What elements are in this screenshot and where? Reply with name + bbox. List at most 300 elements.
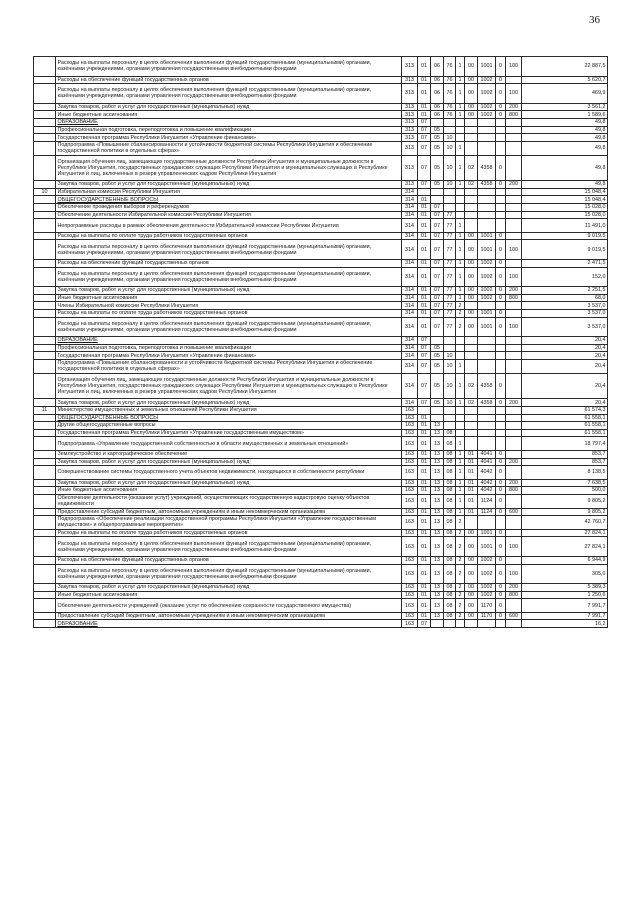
event-code-cell [465, 141, 478, 155]
code-suffix-cell: 0 [496, 294, 506, 302]
ministry-code-cell: 313 [402, 57, 418, 77]
expense-name-cell: Землеустройство и картографическое обеспечение [56, 450, 402, 458]
expense-name-cell: Подпрограмма «Повышение сбалансированности и устойчивости бюджетной системы Республики Ингушетия и обеспечение государственной политики в отдельных сферах» [56, 141, 402, 155]
expense-name-cell: Закупка товаров, работ и услуг для государственных (муниципальных) нужд [56, 399, 402, 407]
code-suffix-cell [496, 437, 506, 450]
subsection-code-cell: 05 [431, 126, 444, 134]
ministry-code-cell: 314 [402, 294, 418, 302]
ministry-code-cell: 314 [402, 317, 418, 337]
row-number-cell [34, 84, 56, 104]
program-code-cell: 77 [444, 219, 456, 232]
expense-type-cell: 200 [506, 399, 522, 407]
code-suffix-cell: 0 [496, 84, 506, 104]
section-code-cell: 01 [418, 219, 431, 232]
expense-type-cell: 100 [506, 317, 522, 337]
program-code-cell: 08 [444, 487, 456, 495]
subprogram-code-cell [456, 620, 465, 628]
subsection-code-cell: 13 [431, 537, 444, 557]
direction-code-cell: 1002 [478, 111, 496, 119]
expense-name-cell: Расходы на выплаты персоналу в целях обеспечения выполнения функций государственными (муниципальными) органами, казёнными учреждениями, органами управления государственными внебюджетными фондами [56, 240, 402, 260]
event-code-cell: 01 [465, 479, 478, 487]
code-suffix-cell [496, 219, 506, 232]
expense-type-cell: 100 [506, 267, 522, 287]
subprogram-code-cell [456, 352, 465, 360]
expense-name-cell: ОБРАЗОВАНИЕ [56, 337, 402, 345]
row-number-cell [34, 317, 56, 337]
section-code-cell: 01 [418, 111, 431, 119]
direction-code-cell [478, 219, 496, 232]
table-row [34, 529, 608, 537]
table-row [34, 126, 608, 134]
subprogram-code-cell: 1 [456, 240, 465, 260]
expense-type-cell [506, 259, 522, 267]
ministry-code-cell: 314 [402, 219, 418, 232]
ministry-code-cell: 163 [402, 494, 418, 508]
expense-type-cell [506, 556, 522, 564]
row-number-cell [34, 155, 56, 181]
subsection-code-cell: 13 [431, 458, 444, 466]
ministry-code-cell: 163 [402, 599, 418, 612]
amount-cell: 61 574,3 [522, 406, 608, 414]
subsection-code-cell: 07 [431, 259, 444, 267]
expense-type-cell: 100 [506, 564, 522, 584]
row-number-cell [34, 118, 56, 126]
subsection-code-cell: 07 [431, 204, 444, 212]
ministry-code-cell: 314 [402, 359, 418, 373]
amount-cell: 152,0 [522, 267, 608, 287]
program-code-cell [444, 118, 456, 126]
expense-name-cell: Расходы на обеспечение функций государственных органов [56, 259, 402, 267]
table-row [34, 429, 608, 437]
expense-name-cell: Члены Избирательной комиссии Республики Ингушетия [56, 302, 402, 310]
direction-code-cell: 1002 [478, 556, 496, 564]
amount-cell: 22 887,5 [522, 57, 608, 77]
subprogram-code-cell: 2 [456, 591, 465, 599]
event-code-cell: 02 [465, 399, 478, 407]
program-code-cell: 10 [444, 141, 456, 155]
amount-cell: 15 048,4 [522, 196, 608, 204]
event-code-cell: 00 [465, 309, 478, 317]
event-code-cell [465, 429, 478, 437]
ministry-code-cell: 314 [402, 337, 418, 345]
expense-type-cell: 100 [506, 57, 522, 77]
expense-name-cell: Иные бюджетные ассигнования [56, 591, 402, 599]
subsection-code-cell: 13 [431, 422, 444, 430]
subprogram-code-cell: 1 [456, 84, 465, 104]
code-suffix-cell [496, 516, 506, 530]
expense-name-cell: Профессиональная подготовка, переподготовка и повышение квалификации [56, 126, 402, 134]
program-code-cell: 08 [444, 466, 456, 479]
ministry-code-cell: 313 [402, 126, 418, 134]
expense-name-cell: Обеспечение деятельности Избирательной комиссии Республики Ингушетия [56, 211, 402, 219]
subsection-code-cell: 07 [431, 302, 444, 310]
subprogram-code-cell: 1 [456, 141, 465, 155]
amount-cell: 3 537,0 [522, 302, 608, 310]
program-code-cell: 10 [444, 352, 456, 360]
expense-name-cell: Расходы на выплаты персоналу в целях обеспечения выполнения функций государственными (муниципальными) органами, казёнными учреждениями, органами управления государственными внебюджетными фондами [56, 564, 402, 584]
program-code-cell: 10 [444, 399, 456, 407]
subprogram-code-cell: 1 [456, 479, 465, 487]
event-code-cell: 00 [465, 57, 478, 77]
program-code-cell: 77 [444, 211, 456, 219]
section-code-cell: 01 [418, 267, 431, 287]
subprogram-code-cell: 2 [456, 529, 465, 537]
subprogram-code-cell: 1 [456, 287, 465, 295]
section-code-cell: 07 [418, 399, 431, 407]
expense-name-cell: Закупка товаров, работ и услуг для государственных (муниципальных) нужд [56, 181, 402, 189]
event-code-cell: 00 [465, 317, 478, 337]
subprogram-code-cell: 2 [456, 612, 465, 620]
subsection-code-cell: 05 [431, 399, 444, 407]
amount-cell: 2 471,5 [522, 259, 608, 267]
ministry-code-cell: 314 [402, 399, 418, 407]
expense-name-cell: Расходы на выплаты персоналу в целях обеспечения выполнения функций государственными (муниципальными) органами, казёнными учреждениями, органами управления государственными внебюджетными фондами [56, 57, 402, 77]
event-code-cell: 00 [465, 111, 478, 119]
direction-code-cell: 1001 [478, 309, 496, 317]
ministry-code-cell: 163 [402, 508, 418, 516]
subsection-code-cell: 06 [431, 76, 444, 84]
program-code-cell: 77 [444, 259, 456, 267]
row-number-cell [34, 591, 56, 599]
code-suffix-cell: 0 [496, 399, 506, 407]
expense-type-cell [506, 302, 522, 310]
table-row [34, 422, 608, 430]
amount-cell: 305,0 [522, 564, 608, 584]
code-suffix-cell: 0 [496, 57, 506, 77]
expense-name-cell: Расходы на обеспечение функций государственных органов [56, 556, 402, 564]
section-code-cell: 07 [418, 359, 431, 373]
expense-type-cell [506, 309, 522, 317]
code-suffix-cell: 0 [496, 584, 506, 592]
subsection-code-cell: 13 [431, 466, 444, 479]
amount-cell: 11 491,0 [522, 219, 608, 232]
subsection-code-cell [431, 337, 444, 345]
program-code-cell: 77 [444, 317, 456, 337]
subsection-code-cell: 05 [431, 141, 444, 155]
budget-table [33, 56, 608, 628]
subprogram-code-cell: 2 [456, 564, 465, 584]
expense-type-cell: 200 [506, 287, 522, 295]
expense-type-cell [506, 204, 522, 212]
program-code-cell: 77 [444, 267, 456, 287]
program-code-cell [444, 337, 456, 345]
subprogram-code-cell: 1 [456, 181, 465, 189]
ministry-code-cell: 313 [402, 155, 418, 181]
subprogram-code-cell [456, 204, 465, 212]
row-number-cell [34, 181, 56, 189]
amount-cell: 2 251,5 [522, 287, 608, 295]
code-suffix-cell [496, 302, 506, 310]
amount-cell: 1 589,6 [522, 111, 608, 119]
ministry-code-cell: 314 [402, 196, 418, 204]
ministry-code-cell: 314 [402, 309, 418, 317]
expense-type-cell [506, 337, 522, 345]
table-row [34, 155, 608, 181]
expense-name-cell: Профессиональная подготовка, переподготовка и повышение квалификации [56, 344, 402, 352]
event-code-cell: 00 [465, 537, 478, 557]
table-row [34, 76, 608, 84]
section-code-cell: 07 [418, 344, 431, 352]
expense-type-cell: 100 [506, 537, 522, 557]
amount-cell: 1 250,6 [522, 591, 608, 599]
program-code-cell: 08 [444, 564, 456, 584]
program-code-cell: 77 [444, 287, 456, 295]
event-code-cell: 01 [465, 508, 478, 516]
event-code-cell [465, 359, 478, 373]
expense-type-cell [506, 529, 522, 537]
expense-type-cell [506, 620, 522, 628]
subsection-code-cell: 07 [431, 232, 444, 240]
subprogram-code-cell: 1 [456, 219, 465, 232]
amount-cell: 49,8 [522, 155, 608, 181]
table-row [34, 564, 608, 584]
expense-type-cell [506, 141, 522, 155]
code-suffix-cell [496, 141, 506, 155]
amount-cell: 9 805,2 [522, 508, 608, 516]
table-row [34, 599, 608, 612]
ministry-code-cell: 163 [402, 479, 418, 487]
table-row [34, 479, 608, 487]
ministry-code-cell: 314 [402, 204, 418, 212]
row-number-cell [34, 479, 56, 487]
amount-cell: 9 019,5 [522, 240, 608, 260]
expense-type-cell [506, 422, 522, 430]
ministry-code-cell: 313 [402, 141, 418, 155]
direction-code-cell: 4042 [478, 479, 496, 487]
subsection-code-cell [431, 196, 444, 204]
subsection-code-cell: 13 [431, 429, 444, 437]
event-code-cell [465, 211, 478, 219]
event-code-cell [465, 302, 478, 310]
code-suffix-cell [496, 134, 506, 142]
expense-name-cell: Закупка товаров, работ и услуг для государственных (муниципальных) нужд [56, 458, 402, 466]
table-row [34, 111, 608, 119]
amount-cell: 7 991,7 [522, 612, 608, 620]
direction-code-cell: 4358 [478, 181, 496, 189]
program-code-cell [444, 204, 456, 212]
ministry-code-cell: 163 [402, 529, 418, 537]
event-code-cell: 01 [465, 458, 478, 466]
direction-code-cell [478, 422, 496, 430]
program-code-cell [444, 422, 456, 430]
expense-name-cell: ОБРАЗОВАНИЕ [56, 620, 402, 628]
ministry-code-cell: 313 [402, 181, 418, 189]
code-suffix-cell [496, 118, 506, 126]
amount-cell: 469,9 [522, 84, 608, 104]
table-row [34, 84, 608, 104]
subprogram-code-cell: 1 [456, 57, 465, 77]
row-number-cell [34, 516, 56, 530]
expense-type-cell [506, 196, 522, 204]
code-suffix-cell: 0 [496, 612, 506, 620]
subprogram-code-cell: 1 [456, 399, 465, 407]
code-suffix-cell: 0 [496, 564, 506, 584]
program-code-cell: 08 [444, 516, 456, 530]
section-code-cell: 01 [418, 479, 431, 487]
expense-type-cell [506, 352, 522, 360]
expense-name-cell: Расходы на выплаты персоналу в целях обеспечения выполнения функций государственными (муниципальными) органами, казёнными учреждениями, органами управления государственными внебюджетными фондами [56, 537, 402, 557]
amount-cell: 8 138,5 [522, 466, 608, 479]
expense-name-cell: Подпрограмма «Обеспечение реализации государственной программы Республики Ингушетия «Управление государственным имуществом» и общепрограммные мероприятия» [56, 516, 402, 530]
expense-type-cell: 200 [506, 479, 522, 487]
section-code-cell: 07 [418, 134, 431, 142]
expense-type-cell [506, 373, 522, 399]
ministry-code-cell: 313 [402, 103, 418, 111]
program-code-cell: 08 [444, 529, 456, 537]
expense-type-cell: 200 [506, 103, 522, 111]
page-number: 36 [589, 14, 600, 26]
amount-cell: 61 558,1 [522, 422, 608, 430]
row-number-cell [34, 309, 56, 317]
subsection-code-cell: 13 [431, 564, 444, 584]
amount-cell: 49,8 [522, 118, 608, 126]
code-suffix-cell: 0 [496, 529, 506, 537]
direction-code-cell: 1002 [478, 259, 496, 267]
row-number-cell [34, 422, 56, 430]
direction-code-cell [478, 118, 496, 126]
program-code-cell: 08 [444, 494, 456, 508]
code-suffix-cell: 0 [496, 317, 506, 337]
row-number-cell [34, 240, 56, 260]
expense-name-cell: ОБРАЗОВАНИЕ [56, 118, 402, 126]
section-code-cell: 01 [418, 508, 431, 516]
expense-name-cell: Подпрограмма «Управление государственной собственностью в области имущественных и земельных отношений» [56, 437, 402, 450]
subprogram-code-cell: 2 [456, 302, 465, 310]
direction-code-cell: 4358 [478, 155, 496, 181]
direction-code-cell: 1002 [478, 287, 496, 295]
row-number-cell [34, 620, 56, 628]
expense-name-cell: ОБЩЕГОСУДАРСТВЕННЫЕ ВОПРОСЫ [56, 414, 402, 422]
amount-cell: 7 638,5 [522, 479, 608, 487]
program-code-cell: 10 [444, 181, 456, 189]
direction-code-cell [478, 337, 496, 345]
code-suffix-cell: 0 [496, 232, 506, 240]
direction-code-cell: 1002 [478, 84, 496, 104]
ministry-code-cell: 163 [402, 406, 418, 414]
direction-code-cell: 4042 [478, 487, 496, 495]
subsection-code-cell: 05 [431, 359, 444, 373]
code-suffix-cell: 0 [496, 287, 506, 295]
ministry-code-cell: 313 [402, 111, 418, 119]
expense-type-cell [506, 599, 522, 612]
table-row [34, 267, 608, 287]
code-suffix-cell [496, 126, 506, 134]
code-suffix-cell: 0 [496, 155, 506, 181]
ministry-code-cell: 163 [402, 564, 418, 584]
direction-code-cell [478, 359, 496, 373]
program-code-cell: 08 [444, 599, 456, 612]
expense-type-cell [506, 118, 522, 126]
event-code-cell: 01 [465, 487, 478, 495]
code-suffix-cell [496, 422, 506, 430]
program-code-cell [444, 414, 456, 422]
event-code-cell: 02 [465, 155, 478, 181]
expense-type-cell: 200 [506, 584, 522, 592]
table-row [34, 399, 608, 407]
subprogram-code-cell: 1 [456, 458, 465, 466]
row-number-cell [34, 612, 56, 620]
subsection-code-cell: 13 [431, 516, 444, 530]
section-code-cell [418, 406, 431, 414]
subprogram-code-cell [456, 414, 465, 422]
code-suffix-cell: 0 [496, 466, 506, 479]
table-row [34, 337, 608, 345]
subsection-code-cell: 07 [431, 287, 444, 295]
amount-cell: 16,2 [522, 620, 608, 628]
amount-cell: 3 561,2 [522, 103, 608, 111]
table-row [34, 294, 608, 302]
row-number-cell [34, 111, 56, 119]
event-code-cell: 00 [465, 584, 478, 592]
subsection-code-cell [431, 188, 444, 196]
event-code-cell: 02 [465, 373, 478, 399]
subprogram-code-cell: 1 [456, 487, 465, 495]
event-code-cell [465, 337, 478, 345]
ministry-code-cell: 163 [402, 537, 418, 557]
event-code-cell: 00 [465, 591, 478, 599]
code-suffix-cell [496, 359, 506, 373]
section-code-cell: 01 [418, 422, 431, 430]
subprogram-code-cell: 2 [456, 516, 465, 530]
section-code-cell: 01 [418, 584, 431, 592]
section-code-cell: 01 [418, 437, 431, 450]
amount-cell: 49,8 [522, 181, 608, 189]
ministry-code-cell: 163 [402, 466, 418, 479]
ministry-code-cell: 314 [402, 352, 418, 360]
row-number-cell [34, 414, 56, 422]
code-suffix-cell [496, 406, 506, 414]
subprogram-code-cell: 1 [456, 294, 465, 302]
subsection-code-cell: 06 [431, 57, 444, 77]
expense-name-cell: Предоставление субсидий бюджетным, автономным учреждениям и иным некоммерческим организациям [56, 508, 402, 516]
ministry-code-cell: 313 [402, 84, 418, 104]
program-code-cell: 08 [444, 508, 456, 516]
section-code-cell: 01 [418, 591, 431, 599]
program-code-cell: 77 [444, 294, 456, 302]
section-code-cell: 01 [418, 309, 431, 317]
expense-name-cell: Расходы на выплаты по оплате труда работников государственных органов [56, 529, 402, 537]
table-row [34, 134, 608, 142]
code-suffix-cell: 0 [496, 494, 506, 508]
row-number-cell [34, 141, 56, 155]
section-code-cell: 01 [418, 458, 431, 466]
section-code-cell: 01 [418, 429, 431, 437]
ministry-code-cell: 163 [402, 591, 418, 599]
subprogram-code-cell [456, 337, 465, 345]
subprogram-code-cell: 1 [456, 267, 465, 287]
program-code-cell: 08 [444, 458, 456, 466]
amount-cell: 15 028,0 [522, 204, 608, 212]
subsection-code-cell [431, 620, 444, 628]
ministry-code-cell: 314 [402, 344, 418, 352]
program-code-cell: 08 [444, 450, 456, 458]
expense-type-cell [506, 414, 522, 422]
row-number-cell [34, 232, 56, 240]
subprogram-code-cell: 1 [456, 359, 465, 373]
table-row [34, 414, 608, 422]
ministry-code-cell: 314 [402, 259, 418, 267]
ministry-code-cell: 313 [402, 118, 418, 126]
code-suffix-cell: 0 [496, 450, 506, 458]
expense-name-cell: Государственная программа Республики Ингушетия «Управление государственным имуществом» [56, 429, 402, 437]
amount-cell: 9 019,5 [522, 232, 608, 240]
subprogram-code-cell: 1 [456, 232, 465, 240]
event-code-cell: 00 [465, 294, 478, 302]
program-code-cell: 10 [444, 155, 456, 181]
direction-code-cell: 4041 [478, 450, 496, 458]
program-code-cell: 10 [444, 373, 456, 399]
amount-cell: 20,4 [522, 373, 608, 399]
